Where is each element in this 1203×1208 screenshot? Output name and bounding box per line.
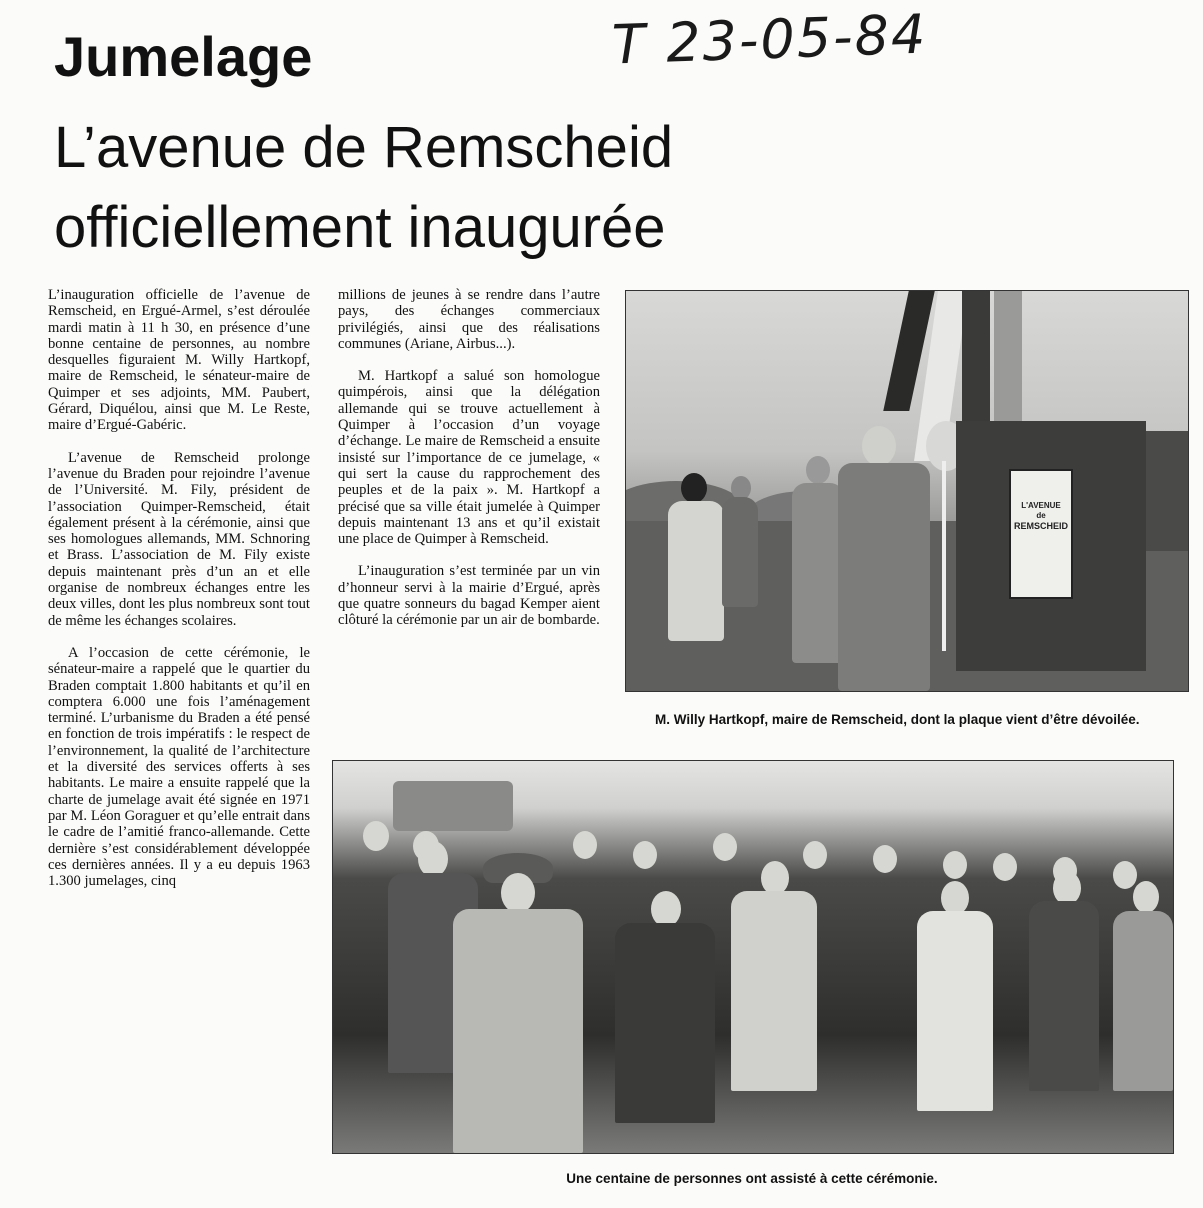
person-head	[943, 851, 967, 879]
person-head	[573, 831, 597, 859]
person-body	[615, 923, 715, 1123]
plaque-line-2: de	[1036, 511, 1046, 520]
article-column-2	[338, 287, 600, 629]
person-body	[917, 911, 993, 1111]
person-head	[873, 845, 897, 873]
person-head	[681, 473, 707, 503]
handwritten-date: T 23-05-84	[610, 2, 929, 77]
paragraph: A l’occasion de cette cérémonie, le sénateur-maire a rappelé que le quartier du Braden comptait 1.800 habitants et qu’il en comptera 6.000 une fois l’aménagement terminé. L’urbanisme du Braden a été pensé en fonction de trois impératifs : le respect de l’environnement, la qualité de l’architecture et la diversité des services offerts à ses habitants. Le maire a ensuite rappelé que la charte de jumelage avait été signée en 1971 par M. Léon Goraguer et qu’elle entrait dans le cadre de l’amitié franco-allemande. Cette dernière s’est considérablement développée ces dernières années. Il y a eu depuis 1963 1.300 jumelages, cinq	[48, 644, 310, 890]
person-head	[363, 821, 389, 851]
headline	[54, 108, 673, 268]
paragraph: millions de jeunes à se rendre dans l’autre pays, des échanges commerciaux privilégiés, ainsi que des réalisations communes (Ariane, Airbus...).	[338, 287, 600, 352]
paragraph: M. Hartkopf a salué son homologue quimpérois, ainsi que la délégation allemande qui se trouve actuellement à Quimper à l’occasion d’un voyage d’échange. Le maire de Remscheid a ensuite insisté sur l’importance de ce jumelage, « qui sert la cause du rapprochement des peuples et de la paix ». M. Hartkopf a précisé que sa ville était jumelée à Quimper depuis maintenant 13 ans et qu’il existait une place de Quimper à Remscheid.	[338, 368, 600, 548]
person-head	[713, 833, 737, 861]
person-head	[1053, 871, 1081, 905]
photo-caption-1: M. Willy Hartkopf, maire de Remscheid, dont la plaque vient d’être dévoilée.	[655, 712, 1140, 727]
plaque-line-3: REMSCHEID	[1013, 521, 1068, 531]
person-coat	[722, 497, 758, 607]
paragraph: L’avenue de Remscheid prolonge l’avenue du Braden pour rejoindre l’avenue de l’Université. M. Fily, président de l’association Quimper-Remscheid, était également présent à la cérémonie, ainsi que ses homologues allemands, MM. Schnoring et Brass. L’association de M. Fily existe depuis maintenant près d’un an et elle organise de nombreux échanges entre les deux villes, dont les plus nombreux sont tout de même les échanges scolaires.	[48, 449, 310, 629]
person-head	[501, 873, 535, 913]
person-coat-hartkopf	[838, 463, 930, 691]
person-head	[803, 841, 827, 869]
person-coat	[792, 483, 844, 663]
person-head	[418, 841, 448, 877]
person-head	[1113, 861, 1137, 889]
paragraph: L’inauguration s’est terminée par un vin d’honneur servi à la mairie d’Ergué, après que quatre sonneurs du bagad Kemper aient clôturé la cérémonie par un air de bombarde.	[338, 563, 600, 629]
person-raincoat	[453, 909, 583, 1153]
person-head	[806, 456, 830, 484]
person-head	[941, 881, 969, 915]
person-body	[1113, 911, 1173, 1091]
section-kicker: Jumelage	[54, 25, 313, 88]
headline-line-1: L’avenue de Remscheid	[54, 115, 674, 180]
headline-line-2: officiellement inaugurée	[54, 195, 666, 260]
street-plaque	[1009, 469, 1073, 599]
person-head	[862, 426, 896, 466]
photo-plaque-unveiling	[625, 290, 1189, 692]
person-coat	[668, 501, 724, 641]
person-head	[1133, 881, 1159, 913]
person-head	[761, 861, 789, 895]
article-column-1	[48, 287, 310, 889]
person-head	[633, 841, 657, 869]
person-head	[651, 891, 681, 927]
person-body	[1029, 901, 1099, 1091]
flag-pole	[942, 461, 946, 651]
vehicle	[393, 781, 513, 831]
photo-caption-2: Une centaine de personnes ont assisté à cette cérémonie.	[566, 1171, 938, 1186]
paragraph: L’inauguration officielle de l’avenue de Remscheid, en Ergué-Armel, s’est déroulée mardi matin à 11 h 30, en présence d’une bonne centaine de personnes, au nombre desquelles figuraient M. Willy Hartkopf, maire de Remscheid, le sénateur-maire de Quimper et ses adjoints, MM. Paubert, Gérard, Diquélou, ainsi que M. Le Reste, maire d’Ergué-Gabéric.	[48, 287, 310, 434]
person-head	[993, 853, 1017, 881]
plaque-line-1: L'AVENUE	[1021, 501, 1061, 510]
photo-crowd	[332, 760, 1174, 1154]
person-body	[731, 891, 817, 1091]
